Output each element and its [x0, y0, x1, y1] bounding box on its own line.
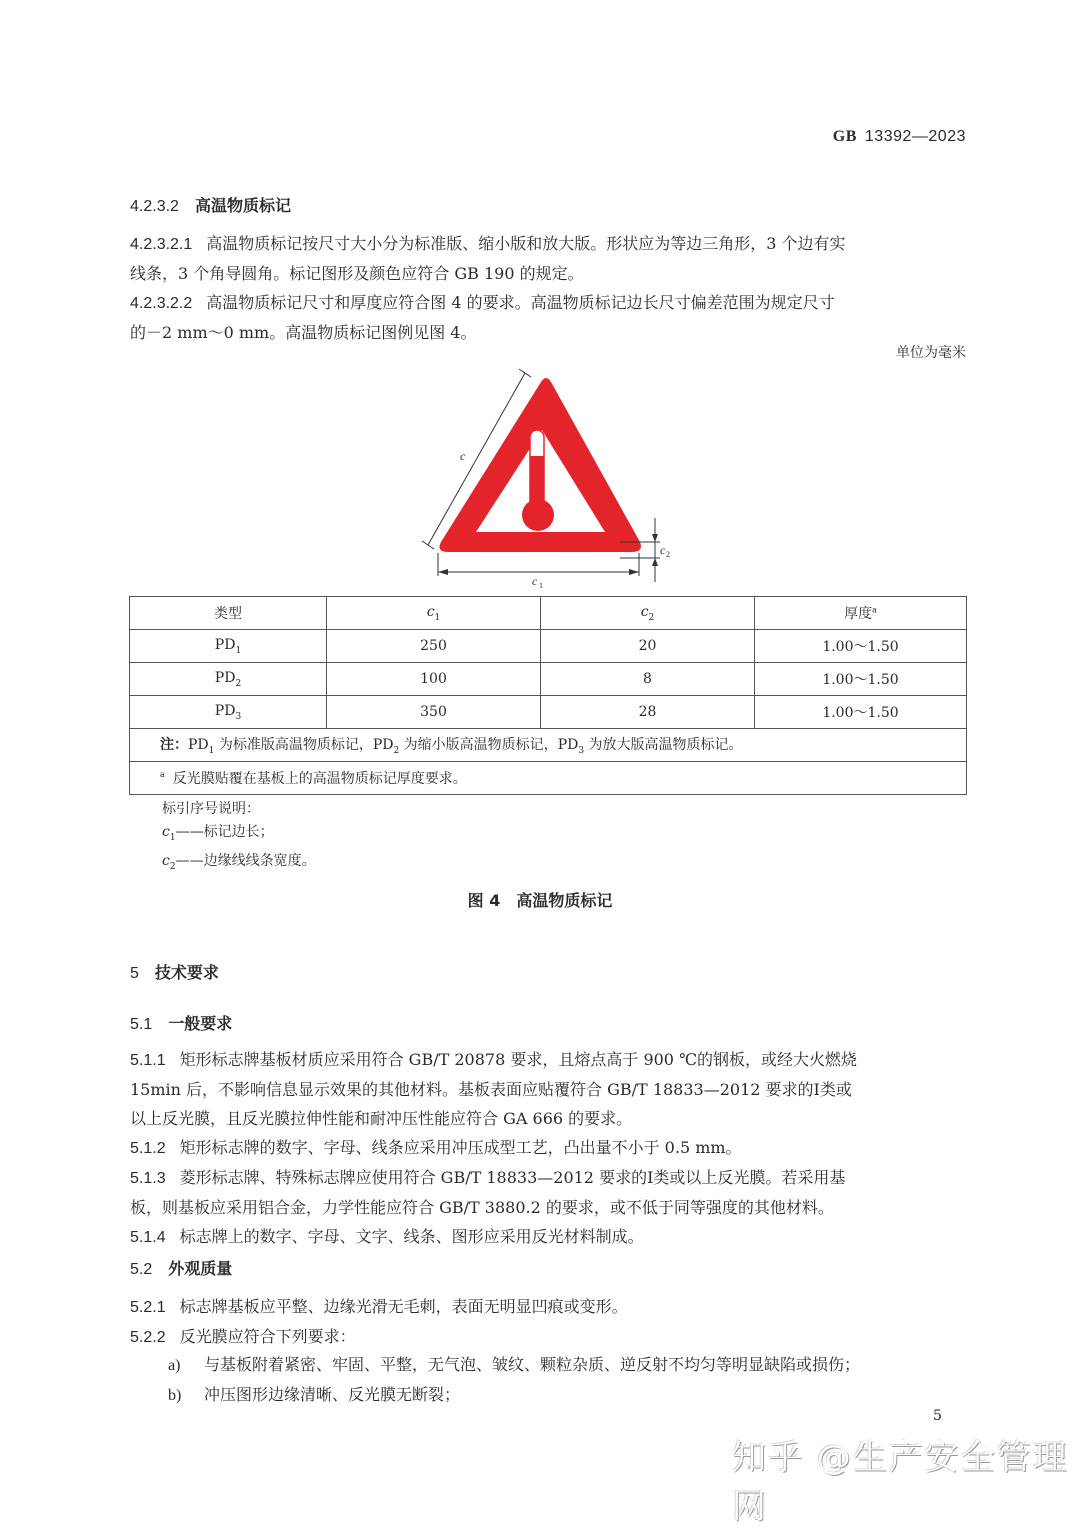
section-heading-4232: 4.2.3.2 高温物质标记 — [130, 196, 291, 215]
high-temperature-warning-triangle-icon — [410, 360, 690, 590]
clause-42321: 4.2.3.2.1 高温物质标记按尺寸大小分为标准版、缩小版和放大版。形状应为等边三角形，3 个边有实 线条，3 个角导圆角。标记图形及颜色应符合 GB 190 的规定。 4.2.3.2.2 高温物质标记尺寸和厚度应符合图 4 的要求。高温物质标记边长尺寸偏差范围为规定尺寸 的－2 mm～0 mm。高温物质标记图例见图 4。 — [130, 234, 846, 342]
table-header-row — [130, 597, 967, 630]
watermark: 知乎 @生产安全管理网 — [732, 1438, 1069, 1527]
section-heading-5: 5 技术要求 — [130, 963, 219, 982]
list-item: a) 与基板附着紧密、牢固、平整，无气泡、皱纹、颗粒杂质、逆反射不均匀等明显缺陷或损伤； — [168, 1355, 861, 1374]
header-c1: $c_1$ — [327, 597, 541, 630]
list-item: b) 冲压图形边缘清晰、反光膜无断裂； — [168, 1385, 461, 1404]
table-row: $PD_2$ 100 8 1.00～1.50 — [130, 663, 967, 696]
svg-text:c: c — [660, 543, 666, 557]
header-c2: $c_2$ — [541, 597, 755, 630]
requirements-list — [168, 1350, 860, 1410]
standard-number — [833, 128, 966, 146]
legend-item: $c_1——$标记边长； — [162, 824, 274, 843]
figure-legend: 标引序号说明： $c_1——$标记边长； $c_2——$边缘线线条宽度。 — [162, 798, 316, 879]
section-51-body: 5.1.1 矩形标志牌基板材质应采用符合 GB/T 20878 要求，且熔点高于 900 ℃的钢板，或经大火燃烧 15min 后，不影响信息显示效果的其他材料。基板表面应贴覆符合 GB/T 18833—2012 要求的Ⅰ类或 以上反光膜，且反光膜拉伸性能和耐冲压性能应符合 GA 666 的要求。 5.1.2 矩形标志牌的数字、字母、线条应采用冲压成型工艺，凸出量不小于 0.5 mm。 5.1.3 菱形标志牌、特殊标志牌应使用符合 GB/T 18833—2012 要求的Ⅰ类或以上反光膜。若采用基 板，则基板应采用铝合金，力学性能应符合 GB/T 3880.2 的要求，或不低于同等强度的其他材料。 5.1.4 标志牌上的数字、字母、文字、线条、图形应采用反光材料制成。 — [130, 1050, 857, 1246]
dimension-table — [129, 596, 967, 795]
figure-caption: 图 4 高温物质标记 — [467, 891, 613, 910]
standard-prefix: GB — [832, 128, 857, 145]
section-52-body: 5.2.1 标志牌基板应平整、边缘光滑无毛刺，表面无明显凹痕或变形。 5.2.2 反光膜应符合下列要求： — [130, 1297, 628, 1346]
table-note-row: 注：$PD_1$ 为标准版高温物质标记，$PD_2$ 为缩小版高温物质标记，$PD_3$ 为放大版高温物质标记。 — [130, 729, 967, 762]
section-heading-51: 5.1 一般要求 — [130, 1014, 233, 1033]
svg-text:c: c — [532, 574, 538, 588]
page-number: 5 — [933, 1408, 942, 1424]
table-row: $PD_1$ 250 20 1.00～1.50 — [130, 630, 967, 663]
section-heading-52: 5.2 外观质量 — [130, 1259, 233, 1278]
svg-text:c: c — [460, 449, 466, 463]
legend-item: $c_2——$边缘线线条宽度。 — [162, 852, 316, 872]
header-thickness: 厚度$^a$ — [755, 597, 967, 630]
svg-text:1: 1 — [539, 581, 543, 590]
header-type: 类型 — [130, 597, 327, 630]
table-row: $PD_3$ 350 28 1.00～1.50 — [130, 696, 967, 729]
table-footnote-row: $^a$ 反光膜贴覆在基板上的高温物质标记厚度要求。 — [130, 762, 967, 795]
standard-code: 13392—2023 — [864, 128, 966, 145]
svg-text:2: 2 — [666, 550, 670, 559]
unit-note: 单位为毫米 — [896, 345, 966, 361]
